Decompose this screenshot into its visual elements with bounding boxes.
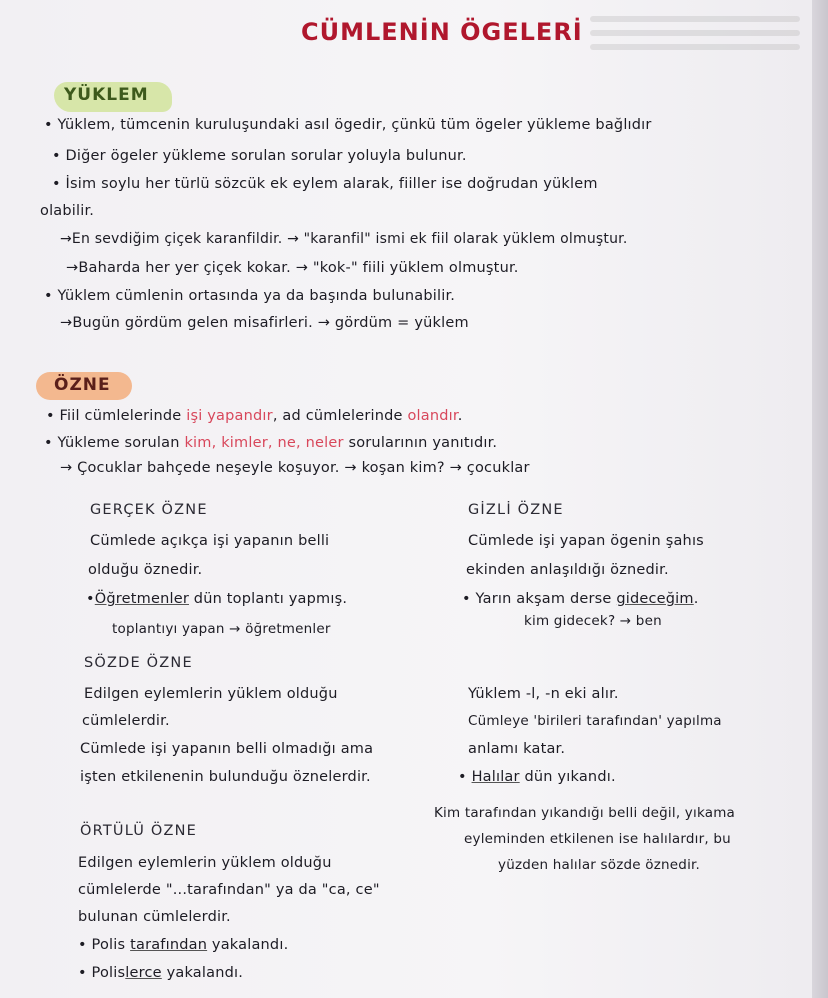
ortulu-ozne-line-1: Edilgen eylemlerin yüklem olduğu [78,855,332,871]
underlined-subject: Öğretmenler [94,591,189,607]
yuklem-heading: YÜKLEM [64,85,149,105]
gizli-ozne-example [462,591,699,607]
ozne-line-2 [44,435,497,451]
highlight-text: işi yapandır [186,408,273,424]
gizli-ozne-line-1: Cümlede işi yapan ögenin şahıs [468,533,704,549]
sozde-ozne-left-3: Cümlede işi yapanın belli olmadığı ama [80,741,374,757]
text: dün toplantı yapmış. [188,591,348,607]
underlined-subject: Halılar [471,769,520,785]
text: dün yıkandı. [519,769,616,785]
text: • Polis [78,965,126,981]
bullet: • [458,769,472,785]
yuklem-line-1: • Yüklem, tümcenin kuruluşundaki asıl ögedir, çünkü tüm ögeler yükleme bağlıdır [44,117,652,133]
underlined-word: lerce [125,965,162,981]
text: sorularının yanıtıdır. [343,435,498,451]
gercek-ozne-line-1: Cümlede açıkça işi yapanın belli [90,533,330,549]
bleed-through-text [590,8,800,68]
sozde-ozne-right-1: Yüklem -l, -n eki alır. [468,686,619,702]
text: yakalandı. [161,965,244,981]
ortulu-ozne-heading: ÖRTÜLÜ ÖZNE [80,823,198,839]
bullet: • [86,591,95,607]
gercek-ozne-heading: GERÇEK ÖZNE [90,502,208,518]
gizli-ozne-heading: GİZLİ ÖZNE [468,502,564,518]
sozde-ozne-explanation-2: eyleminden etkilenen ise halılardır, bu [464,831,731,847]
sozde-ozne-right-3: anlamı katar. [468,741,566,757]
text: • Polis [78,937,131,953]
highlight-text: kim, kimler, ne, neler [184,435,344,451]
page-title: CÜMLENİN ÖGELERİ [301,18,583,46]
ozne-example: → Çocuklar bahçede neşeyle koşuyor. → koşan kim? → çocuklar [60,460,530,476]
yuklem-line-5: • Yüklem cümlenin ortasında ya da başında bulunabilir. [44,288,456,304]
sozde-ozne-left-4: işten etkilenenin bulunduğu öznelerdir. [80,769,371,785]
gercek-ozne-example [86,591,347,607]
text: yakalandı. [207,937,289,953]
gercek-ozne-line-2: olduğu öznedir. [88,562,203,578]
sozde-ozne-explanation-3: yüzden halılar sözde öznedir. [498,857,701,873]
yuklem-example-1: →En sevdiğim çiçek karanfildir. → "karanfil" ismi ek fiil olarak yüklem olmuştur. [60,231,628,247]
yuklem-example-3: →Bugün gördüm gelen misafirleri. → gördüm = yüklem [60,315,469,331]
page-edge [812,0,828,998]
sozde-ozne-left-2: cümlelerdir. [82,713,170,729]
sozde-ozne-explanation-1: Kim tarafından yıkandığı belli değil, yıkama [434,805,736,821]
text: . [457,408,463,424]
text: • Yükleme sorulan [44,435,185,451]
text: , ad cümlelerinde [272,408,408,424]
underlined-verb: gideceğim [616,591,694,607]
ortulu-ozne-line-2: cümlelerde "...tarafından" ya da "ca, ce" [78,882,380,898]
highlight-text: olandır [407,408,458,424]
sozde-ozne-right-2: Cümleye 'birileri tarafından' yapılma [468,713,722,729]
yuklem-example-2: →Baharda her yer çiçek kokar. → "kok-" fiili yüklem olmuştur. [66,260,519,276]
text: • Fiil cümlelerinde [46,408,187,424]
ortulu-ozne-example-1 [78,937,288,953]
gercek-ozne-note: toplantıyı yapan → öğretmenler [112,621,331,637]
yuklem-line-3: • İsim soylu her türlü sözcük ek eylem alarak, fiiller ise doğrudan yüklem [52,176,598,192]
sozde-ozne-heading: SÖZDE ÖZNE [84,655,193,671]
ortulu-ozne-line-3: bulunan cümlelerdir. [78,909,231,925]
ortulu-ozne-example-2 [78,965,243,981]
sozde-ozne-left-1: Edilgen eylemlerin yüklem olduğu [84,686,338,702]
underlined-word: tarafından [130,937,208,953]
sozde-ozne-example [458,769,616,785]
gizli-ozne-line-2: ekinden anlaşıldığı öznedir. [466,562,669,578]
ozne-line-1 [46,408,463,424]
yuklem-line-2: • Diğer ögeler yükleme sorulan sorular yoluyla bulunur. [52,148,467,164]
ozne-heading: ÖZNE [54,375,111,395]
text: . [693,591,699,607]
text: • Yarın akşam derse [462,591,617,607]
yuklem-line-4: olabilir. [40,203,95,219]
gizli-ozne-note: kim gidecek? → ben [524,613,662,629]
